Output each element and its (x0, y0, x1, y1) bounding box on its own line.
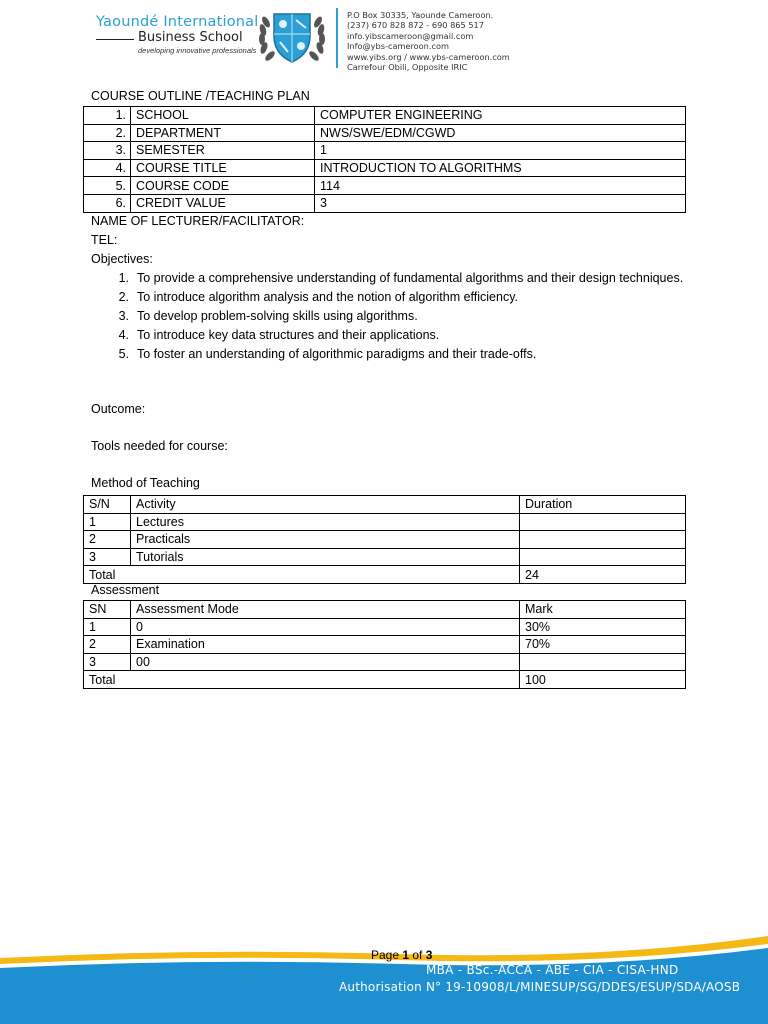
table-cell: 3 (84, 548, 131, 566)
table-row (84, 653, 686, 671)
row-value: INTRODUCTION TO ALGORITHMS (315, 159, 686, 177)
page-number: Page 1 of 3 (371, 948, 433, 962)
list-item-number: 5. (118, 347, 129, 361)
table-cell: 70% (520, 636, 686, 654)
row-label: SCHOOL (131, 107, 315, 125)
column-header: SN (84, 601, 131, 619)
school-crest-logo (256, 8, 328, 66)
row-label: COURSE CODE (131, 177, 315, 195)
total-label: Total (84, 671, 520, 689)
method-heading: Method of Teaching (91, 476, 200, 490)
school-tagline: developing innovative professionals (138, 46, 257, 55)
contact-address: P.O Box 30335, Yaounde Cameroon. (347, 10, 494, 20)
school-name-block (96, 14, 259, 55)
table-cell: 1 (84, 513, 131, 531)
list-item-number: 3. (118, 309, 129, 323)
contact-location: Carrefour Obili, Opposite IRIC (347, 62, 468, 73)
page-current: 1 (402, 948, 410, 962)
school-name-rule (96, 39, 134, 40)
table-row (84, 124, 686, 142)
list-item-text: To develop problem-solving skills using algorithms. (137, 309, 418, 323)
row-value: 1 (315, 142, 686, 160)
row-number: 4. (84, 159, 131, 177)
row-label: SEMESTER (131, 142, 315, 160)
lecturer-label: NAME OF LECTURER/FACILITATOR: (91, 214, 305, 228)
table-row (84, 548, 686, 566)
outcome-label: Outcome: (91, 402, 146, 416)
row-number: 1. (84, 107, 131, 125)
assessment-heading: Assessment (91, 583, 160, 597)
row-value: 114 (315, 177, 686, 195)
row-number: 2. (84, 124, 131, 142)
list-item-number: 1. (118, 271, 129, 285)
table-cell (520, 548, 686, 566)
table-row (84, 159, 686, 177)
total-value: 24 (520, 566, 686, 584)
contact-block (347, 10, 510, 72)
list-item-text: To introduce algorithm analysis and the notion of algorithm efficiency. (137, 290, 518, 304)
table-total-row (84, 566, 686, 584)
contact-website: www.yibs.org / www.ybs-cameroon.com (347, 51, 510, 62)
table-cell: 00 (131, 653, 520, 671)
table-cell: 2 (84, 531, 131, 549)
table-header-row (84, 601, 686, 619)
row-number: 3. (84, 142, 131, 160)
list-item-number: 4. (118, 328, 129, 342)
document-heading: COURSE OUTLINE /TEACHING PLAN (91, 89, 310, 103)
column-header: Activity (131, 496, 520, 514)
row-value: COMPUTER ENGINEERING (315, 107, 686, 125)
total-value: 100 (520, 671, 686, 689)
table-row (84, 636, 686, 654)
table-cell: 0 (131, 618, 520, 636)
school-name-line2: Business School (138, 30, 243, 45)
table-total-row (84, 671, 686, 689)
table-row (84, 194, 686, 212)
footer-authorisation: Authorisation N° 19-10908/L/MINESUP/SG/DDES/ESUP/SDA/AOSB (339, 980, 741, 994)
row-label: CREDIT VALUE (131, 194, 315, 212)
row-value: 3 (315, 194, 686, 212)
table-cell: Practicals (131, 531, 520, 549)
table-cell: 1 (84, 618, 131, 636)
table-row (84, 618, 686, 636)
table-cell (520, 653, 686, 671)
table-row (84, 142, 686, 160)
row-label: COURSE TITLE (131, 159, 315, 177)
table-row (84, 107, 686, 125)
course-info-table (83, 106, 686, 213)
total-label: Total (84, 566, 520, 584)
table-cell (520, 513, 686, 531)
contact-email-1: info.yibscameroon@gmail.com (347, 30, 474, 41)
table-cell: Tutorials (131, 548, 520, 566)
list-item-text: To foster an understanding of algorithmic paradigms and their trade-offs. (137, 347, 537, 361)
contact-phone: (237) 670 828 872 - 690 865 517 (347, 20, 484, 31)
header-divider (336, 8, 338, 68)
objectives-label: Objectives: (91, 252, 153, 266)
table-cell: 2 (84, 636, 131, 654)
tel-label: TEL: (91, 233, 118, 247)
column-header: S/N (84, 496, 131, 514)
table-row (84, 513, 686, 531)
table-cell: 30% (520, 618, 686, 636)
table-row (84, 531, 686, 549)
method-of-teaching-table (83, 495, 686, 584)
table-row (84, 177, 686, 195)
contact-email-2: Info@ybs-cameroon.com (347, 41, 449, 52)
column-header: Assessment Mode (131, 601, 520, 619)
table-header-row (84, 496, 686, 514)
page-total: 3 (425, 948, 433, 962)
table-cell: Examination (131, 636, 520, 654)
row-number: 5. (84, 177, 131, 195)
footer-programs: MBA - BSc.-ACCA - ABE - CIA - CISA-HND (426, 963, 679, 977)
column-header: Mark (520, 601, 686, 619)
row-label: DEPARTMENT (131, 124, 315, 142)
assessment-table (83, 600, 686, 689)
school-name-line1: Yaoundé International (96, 14, 259, 30)
table-cell (520, 531, 686, 549)
list-item-text: To introduce key data structures and their applications. (137, 328, 440, 342)
letterhead (0, 0, 768, 80)
row-value: NWS/SWE/EDM/CGWD (315, 124, 686, 142)
table-cell: 3 (84, 653, 131, 671)
tools-label: Tools needed for course: (91, 439, 228, 453)
list-item-text: To provide a comprehensive understanding of fundamental algorithms and their design techniques. (137, 271, 684, 285)
list-item-number: 2. (118, 290, 129, 304)
table-cell: Lectures (131, 513, 520, 531)
column-header: Duration (520, 496, 686, 514)
row-number: 6. (84, 194, 131, 212)
